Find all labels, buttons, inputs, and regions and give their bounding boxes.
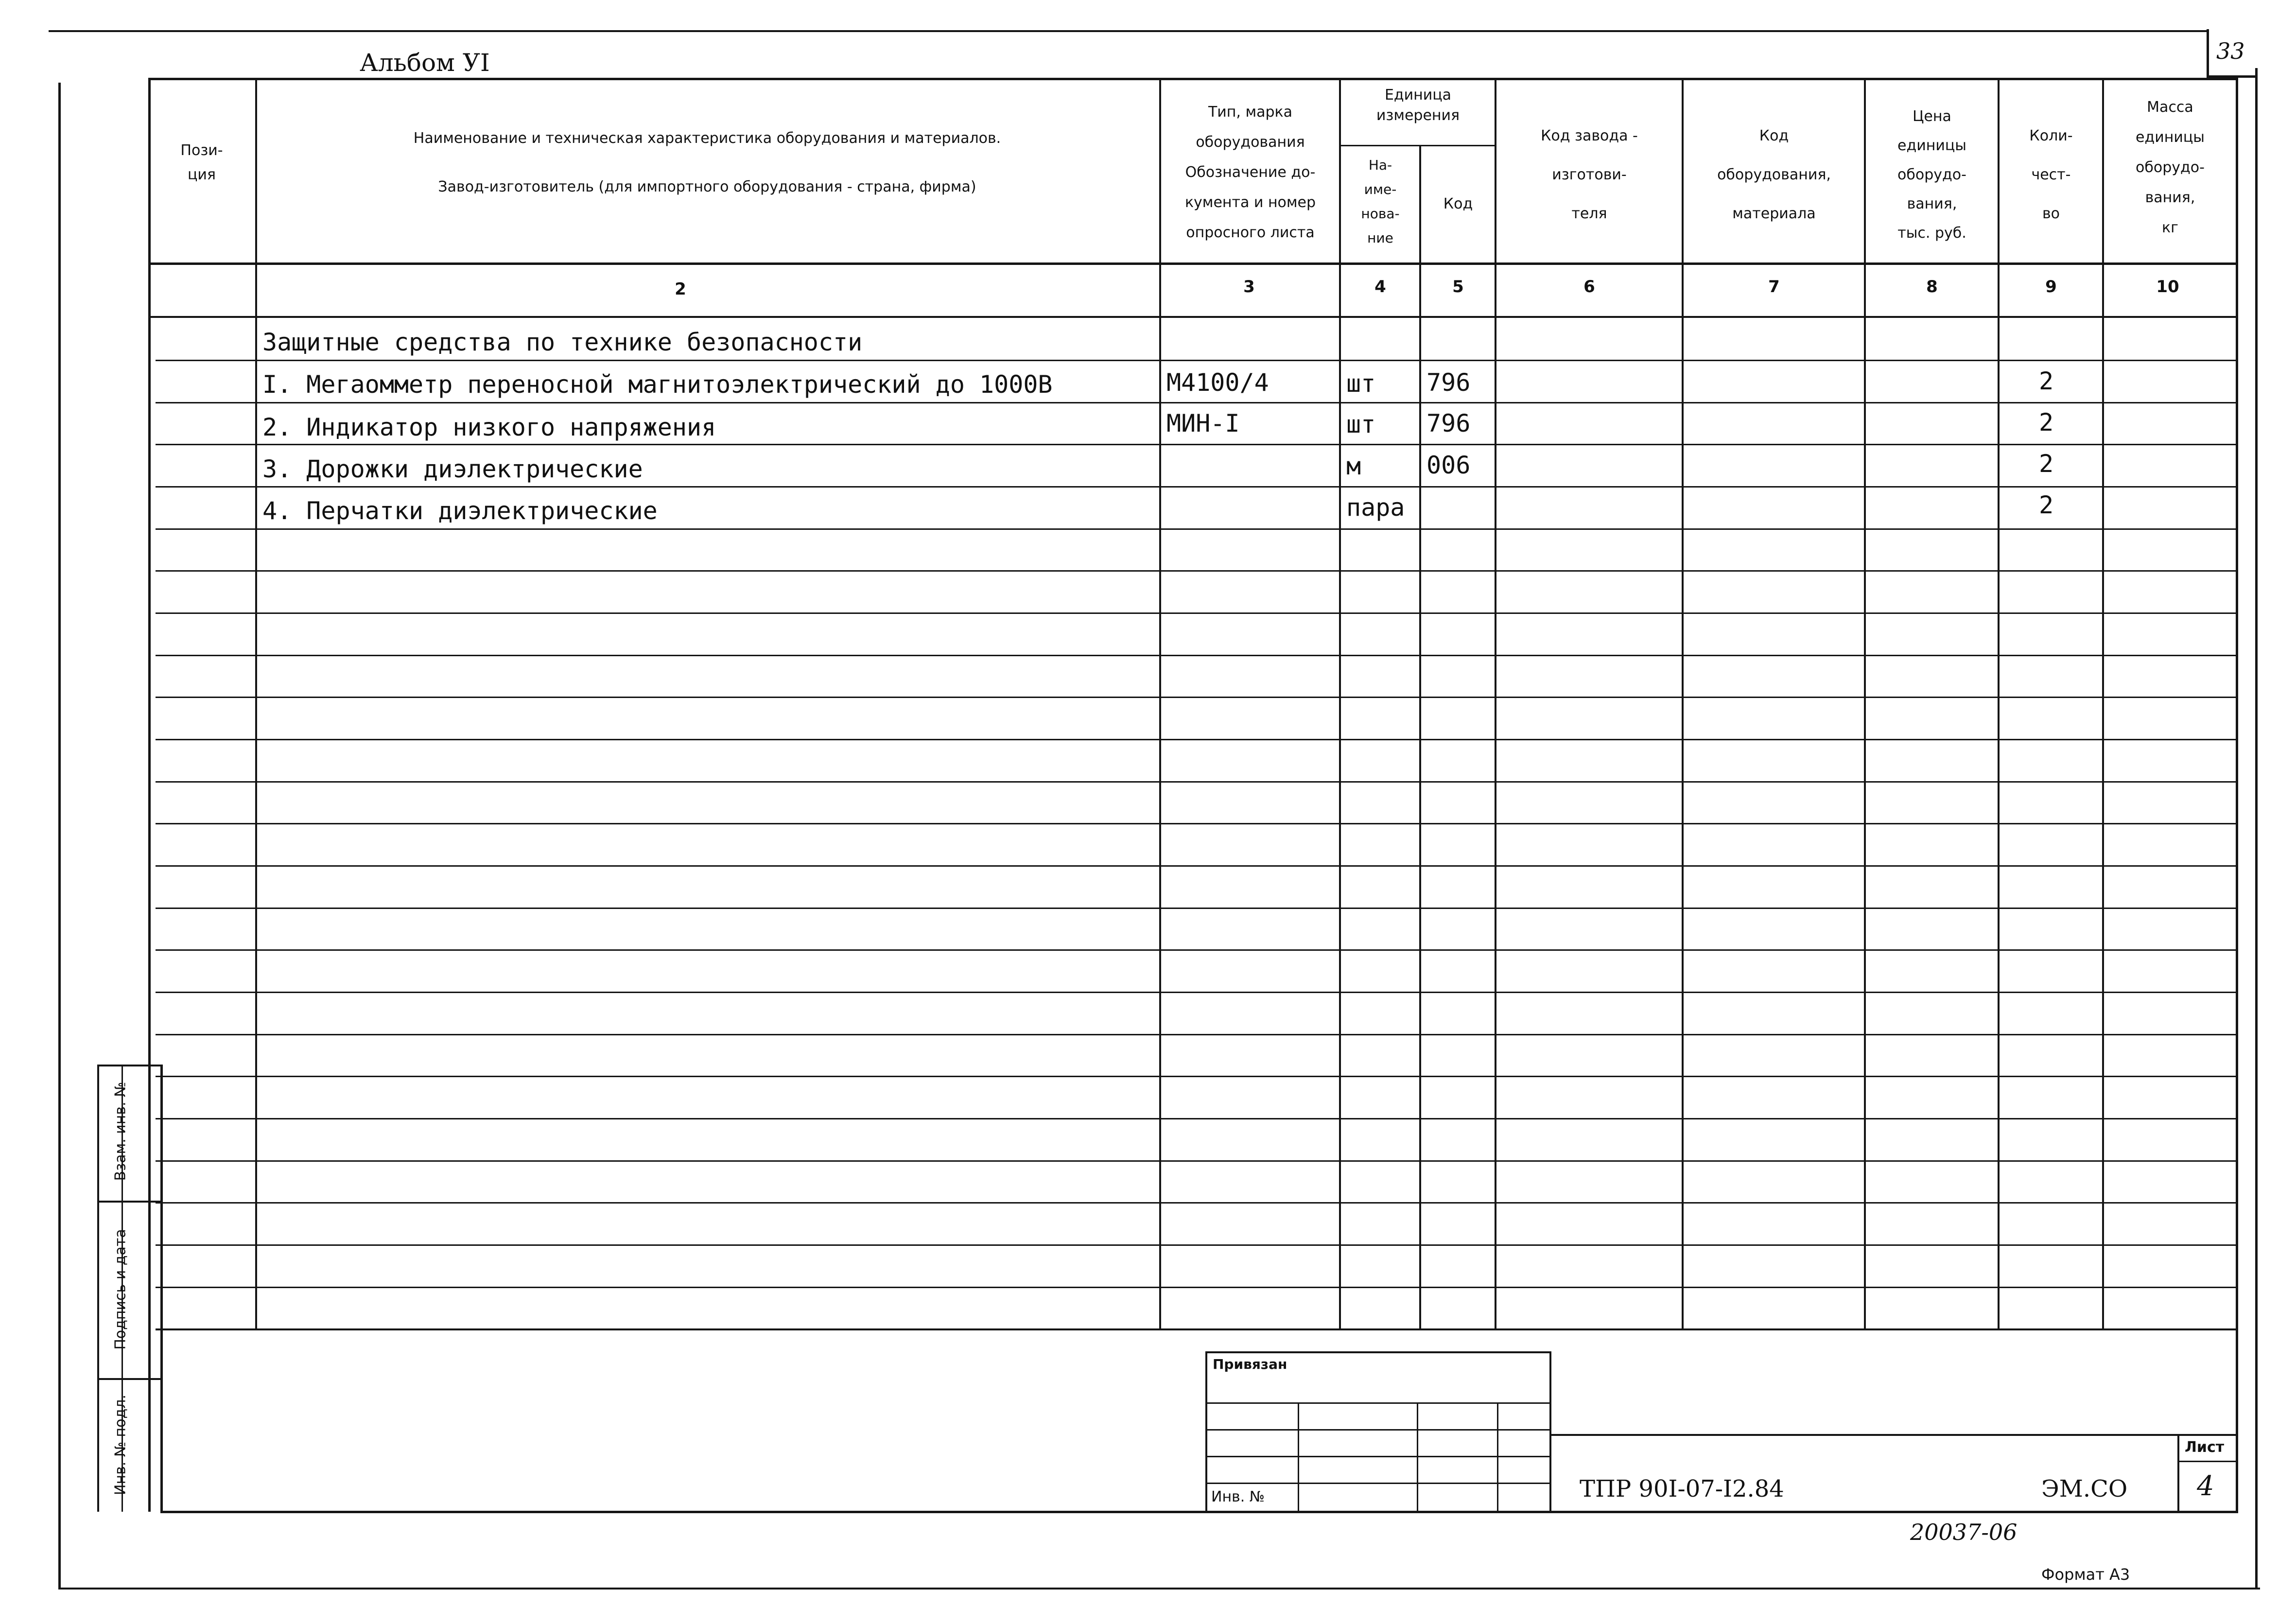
header-equipment-code: Код оборудования, материала bbox=[1717, 127, 1831, 222]
inv-number-label: Инв. № bbox=[1211, 1488, 1265, 1505]
bind-box-top bbox=[1205, 1351, 1550, 1353]
row-line bbox=[156, 1244, 2238, 1246]
stamp-signature-label: Подпись и дата bbox=[112, 1229, 129, 1350]
sheet-cell-left bbox=[2177, 1434, 2179, 1512]
row-line bbox=[156, 908, 2238, 909]
row-name: Защитные средства по технике безопасности bbox=[262, 328, 863, 356]
col-divider-2 bbox=[1159, 78, 1161, 1329]
col-divider-6 bbox=[1682, 78, 1684, 1329]
row-line bbox=[156, 612, 2238, 614]
side-stamp-left bbox=[97, 1065, 99, 1512]
table-top bbox=[148, 78, 2238, 80]
row-name: 3. Дорожки диэлектрические bbox=[262, 455, 643, 483]
row-type: М4100/4 bbox=[1166, 368, 1269, 397]
col-divider-8 bbox=[1998, 78, 2000, 1329]
row-line bbox=[156, 1118, 2238, 1119]
row-unit: м bbox=[1346, 452, 1361, 480]
row-line bbox=[156, 949, 2238, 951]
bind-box-col3 bbox=[1497, 1402, 1498, 1512]
header-name-line2: Завод-изготовитель (для импортного оборудования - страна, фирма) bbox=[438, 178, 976, 195]
row-type: МИН-I bbox=[1166, 409, 1240, 437]
row-unit: шт bbox=[1346, 410, 1376, 438]
bind-box-left bbox=[1205, 1351, 1207, 1512]
row-line bbox=[156, 865, 2238, 867]
header-unit-name: На- име- нова- ние bbox=[1361, 157, 1400, 246]
colnum-8: 8 bbox=[1926, 277, 1938, 297]
row-name: 2. Индикатор низкого напряжения bbox=[262, 413, 716, 441]
table-left bbox=[148, 78, 151, 1512]
row-line bbox=[156, 655, 2238, 656]
bind-box-col2 bbox=[1417, 1402, 1418, 1512]
header-quantity: Коли- чест- во bbox=[2029, 127, 2073, 222]
row-line bbox=[156, 486, 2238, 488]
document-code: ТПР 90I-07-I2.84 bbox=[1580, 1475, 1784, 1502]
row-line bbox=[156, 402, 2238, 403]
row-line bbox=[156, 444, 2238, 445]
col-divider-1 bbox=[255, 78, 257, 1329]
row-line bbox=[156, 739, 2238, 740]
header-name-line1: Наименование и техническая характеристика оборудования и материалов. bbox=[413, 130, 1001, 147]
rows-end-line bbox=[156, 1328, 2238, 1330]
header-position: Пози- ция bbox=[180, 142, 223, 183]
side-stamp-div2 bbox=[97, 1378, 163, 1380]
left-stamp-border bbox=[160, 1065, 163, 1512]
code-row-top bbox=[1550, 1434, 2238, 1436]
row-code: 796 bbox=[1426, 368, 1471, 397]
row-line bbox=[156, 697, 2238, 698]
bind-box-row4 bbox=[1205, 1483, 1550, 1484]
row-line bbox=[156, 528, 2238, 530]
corner-sheet-number: 33 bbox=[2216, 38, 2245, 64]
row-line bbox=[156, 1076, 2238, 1077]
row-name: I. Мегаомметр переносной магнитоэлектрический до 1000В bbox=[262, 370, 1053, 399]
sheet-label: Лист bbox=[2185, 1439, 2225, 1456]
bind-box-row2 bbox=[1205, 1429, 1550, 1431]
col-divider-3 bbox=[1339, 78, 1341, 1329]
stamp-inv-label: Инв. № подл. bbox=[112, 1395, 129, 1495]
header-unit-code: Код bbox=[1443, 195, 1473, 212]
frame-top bbox=[49, 30, 2207, 32]
colnum-5: 5 bbox=[1452, 277, 1464, 297]
sheet-cell-div bbox=[2177, 1461, 2238, 1462]
colnum-9: 9 bbox=[2045, 277, 2057, 297]
header-type: Тип, марка оборудования Обозначение до- кумента и номер опросного листа bbox=[1184, 104, 1316, 241]
row-unit: шт bbox=[1346, 369, 1376, 398]
row-line bbox=[156, 992, 2238, 993]
side-stamp-top bbox=[97, 1065, 163, 1066]
frame-left bbox=[58, 83, 61, 1590]
bind-box-row3 bbox=[1205, 1456, 1550, 1457]
row-line bbox=[156, 823, 2238, 824]
header-mass: Масса единицы оборудо- вания, кг bbox=[2136, 99, 2205, 236]
row-line bbox=[156, 570, 2238, 572]
row-line bbox=[156, 781, 2238, 783]
row-line bbox=[156, 1160, 2238, 1162]
album-label: Альбом УI bbox=[360, 49, 490, 77]
bind-box-col1 bbox=[1298, 1402, 1299, 1512]
stamp-vzam-label: Взам. инв. № bbox=[112, 1082, 129, 1181]
header-unit-group: Единица измерения bbox=[1376, 87, 1460, 124]
table-right bbox=[2236, 78, 2238, 1512]
row-code: 006 bbox=[1426, 451, 1471, 479]
row-qty: 2 bbox=[2039, 450, 2054, 478]
row-line bbox=[156, 1287, 2238, 1288]
row-line bbox=[156, 1202, 2238, 1204]
row-line bbox=[156, 360, 2238, 361]
bind-box-right bbox=[1549, 1351, 1551, 1512]
privyazan-label: Привязан bbox=[1213, 1356, 1287, 1372]
colnum-3: 3 bbox=[1243, 277, 1255, 297]
colnum-6: 6 bbox=[1583, 277, 1595, 297]
col-divider-5 bbox=[1495, 78, 1496, 1329]
row-qty: 2 bbox=[2039, 491, 2054, 519]
archive-number: 20037-06 bbox=[1910, 1519, 2018, 1545]
colnum-bottom-line bbox=[148, 316, 2238, 318]
row-code: 796 bbox=[1426, 409, 1471, 437]
col-divider-9 bbox=[2102, 78, 2104, 1329]
colnum-7: 7 bbox=[1768, 277, 1780, 297]
col-divider-4 bbox=[1419, 145, 1421, 1329]
colnum-2: 2 bbox=[675, 279, 686, 299]
colnum-10: 10 bbox=[2156, 277, 2179, 297]
sheet-number: 4 bbox=[2197, 1470, 2214, 1502]
units-divider bbox=[1339, 145, 1495, 146]
header-bottom-line bbox=[148, 262, 2238, 265]
frame-right bbox=[2255, 68, 2258, 1590]
table-bottom bbox=[160, 1511, 2238, 1513]
row-qty: 2 bbox=[2039, 408, 2054, 437]
colnum-4: 4 bbox=[1374, 277, 1386, 297]
document-mark: ЭМ.СО bbox=[2041, 1475, 2128, 1502]
header-price: Цена единицы оборудо- вания, тыс. руб. bbox=[1897, 108, 1966, 242]
row-unit: пара bbox=[1346, 493, 1405, 522]
corner-box-left bbox=[2207, 29, 2209, 78]
side-stamp-div1 bbox=[97, 1201, 163, 1203]
format-label: Формат А3 bbox=[2041, 1565, 2130, 1584]
row-name: 4. Перчатки диэлектрические bbox=[262, 497, 658, 525]
header-manufacturer-code: Код завода - изготови- теля bbox=[1541, 127, 1638, 222]
col-divider-7 bbox=[1864, 78, 1866, 1329]
frame-bottom bbox=[58, 1588, 2260, 1590]
row-line bbox=[156, 1034, 2238, 1035]
row-qty: 2 bbox=[2039, 367, 2054, 395]
bind-box-row1 bbox=[1205, 1402, 1550, 1404]
